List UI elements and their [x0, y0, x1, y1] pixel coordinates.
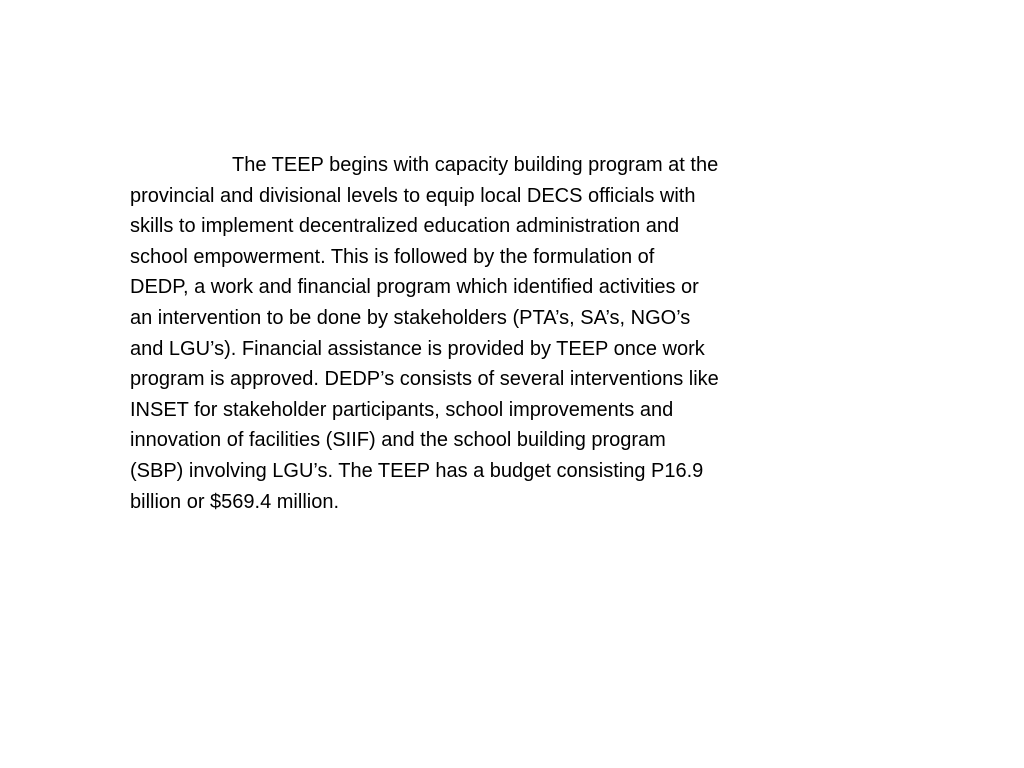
paragraph-line: provincial and divisional levels to equip local DECS officials with [130, 184, 696, 207]
paragraph-line: billion or $569.4 million. [130, 490, 340, 513]
paragraph-line: (SBP) involving LGU’s. The TEEP has a budget consisting P16.9 [130, 459, 704, 482]
paragraph-line: school empowerment. This is followed by the formulation of [130, 245, 655, 268]
paragraph-line: INSET for stakeholder participants, school improvements and [130, 398, 674, 421]
paragraph-line: innovation of facilities (SIIF) and the school building program [130, 429, 666, 452]
paragraph-line: an intervention to be done by stakeholders (PTA’s, SA’s, NGO’s [130, 306, 691, 329]
paragraph-line: skills to implement decentralized education administration and [130, 215, 680, 238]
paragraph-line: program is approved. DEDP’s consists of several interventions like [130, 368, 719, 391]
body-paragraph [130, 150, 830, 517]
paragraph-line: and LGU’s). Financial assistance is provided by TEEP once work [130, 337, 705, 360]
paragraph-line: The TEEP begins with capacity building program at the [232, 154, 719, 176]
paragraph-line: DEDP, a work and financial program which identified activities or [130, 276, 699, 299]
